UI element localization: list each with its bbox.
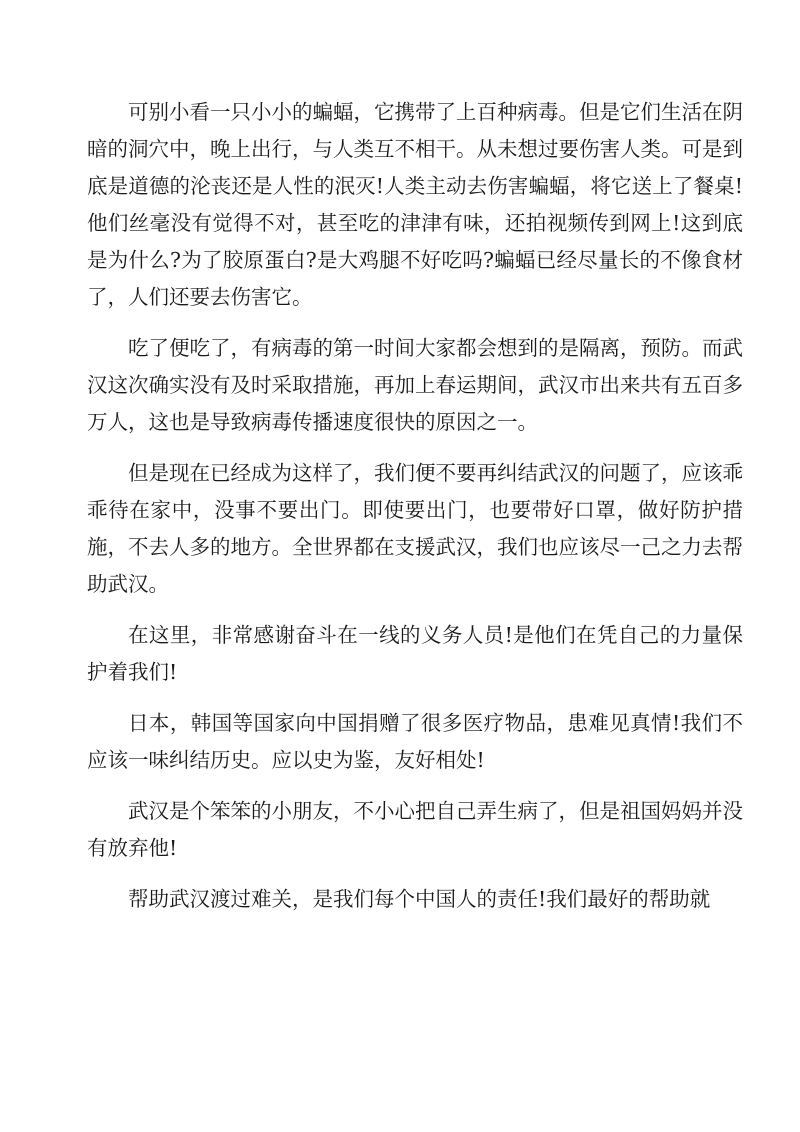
paragraph-6: 武汉是个笨笨的小朋友，不小心把自己弄生病了，但是祖国妈妈并没有放弃他! (87, 799, 743, 860)
document-body (87, 94, 743, 918)
paragraph-3: 但是现在已经成为这样了，我们便不要再纠结武汉的问题了，应该乖乖待在家中，没事不要出门。即使要出门，也要带好口罩，做好防护措施，不去人多的地方。全世界都在支援武汉，我们也应该尽一己之力去帮助武汉。 (87, 461, 743, 596)
paragraph-2: 吃了便吃了，有病毒的第一时间大家都会想到的是隔离，预防。而武汉这次确实没有及时采取措施，再加上春运期间，武汉市出来共有五百多万人，这也是导致病毒传播速度很快的原因之一。 (87, 336, 743, 434)
paragraph-5: 日本，韩国等国家向中国捐赠了很多医疗物品，患难见真情!我们不应该一味纠结历史。应以史为鉴，友好相处! (87, 711, 743, 772)
paragraph-7: 帮助武汉渡过难关，是我们每个中国人的责任!我们最好的帮助就 (128, 887, 711, 911)
paragraph-4: 在这里，非常感谢奋斗在一线的义务人员!是他们在凭自己的力量保护着我们! (87, 623, 743, 684)
paragraph-1: 可别小看一只小小的蝙蝠，它携带了上百种病毒。但是它们生活在阴暗的洞穴中，晚上出行，与人类互不相干。从未想过要伤害人类。可是到底是道德的沦丧还是人性的泯灭!人类主动去伤害蝙蝠，将它送上了餐桌!他们丝毫没有觉得不对，甚至吃的津津有味，还拍视频传到网上!这到底是为什么?为了胶原蛋白?是大鸡腿不好吃吗?蝙蝠已经尽量长的不像食材了，人们还要去伤害它。 (87, 100, 743, 309)
